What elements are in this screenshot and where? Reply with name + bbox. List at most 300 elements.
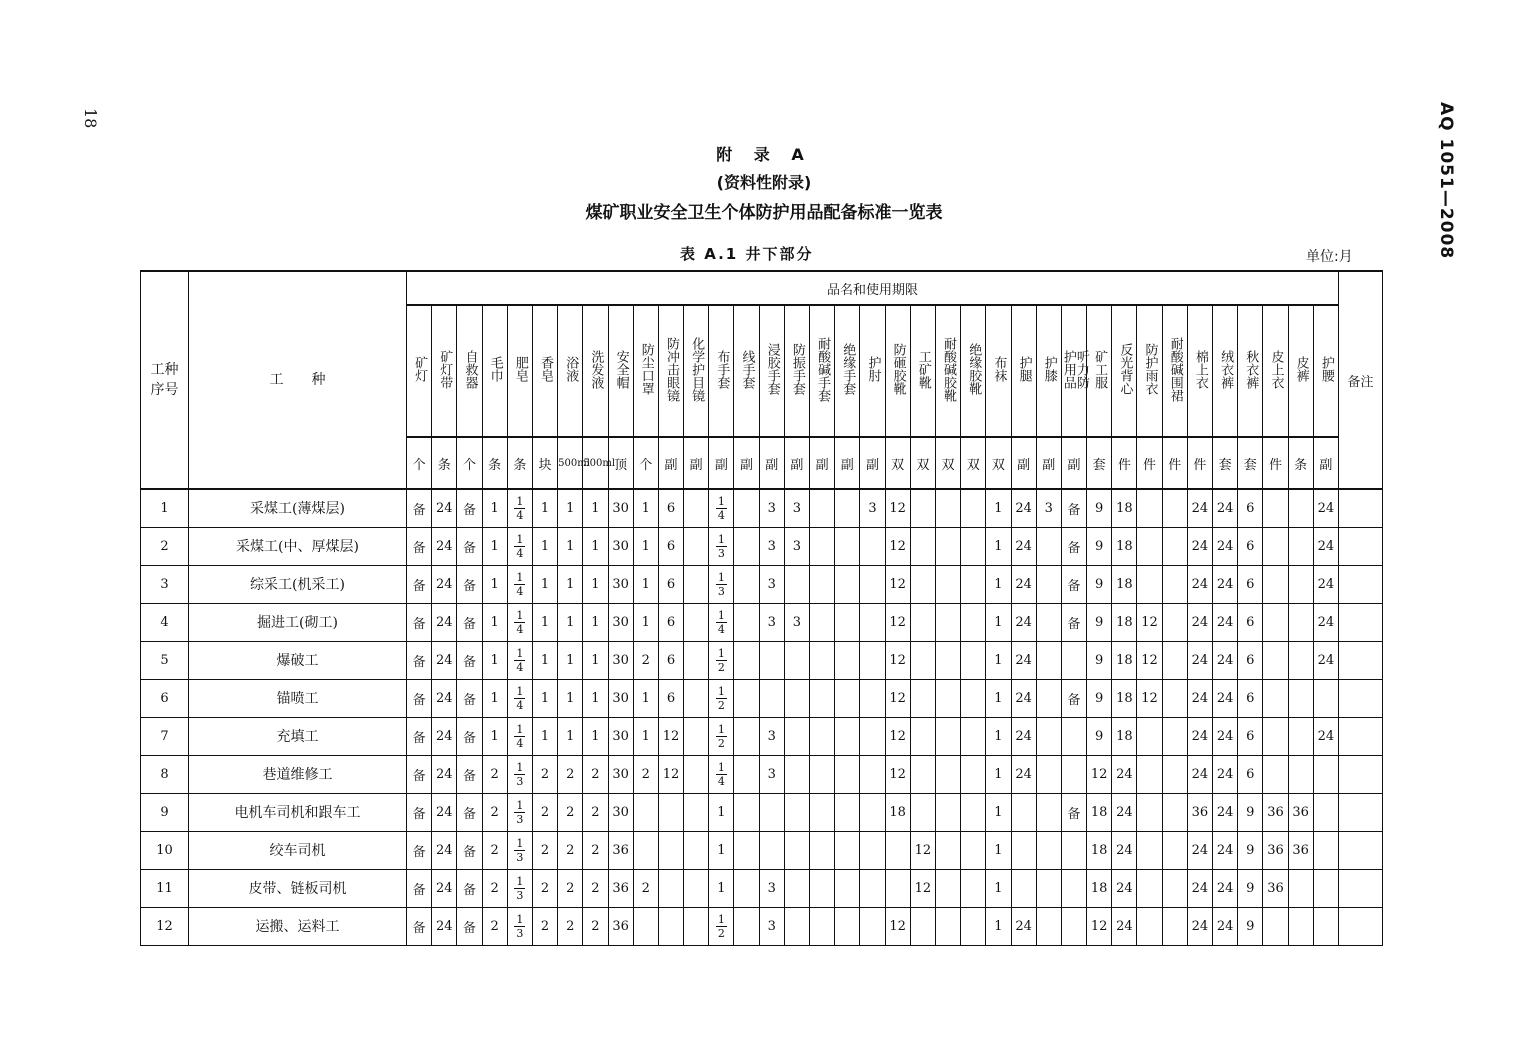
row-cell: 24 [1187,869,1212,907]
row-cell [1263,489,1288,527]
row-cell: 1 [633,679,658,717]
row-cell: 12 [885,907,910,945]
row-cell [910,679,935,717]
row-cell: 6 [658,679,683,717]
row-cell [835,717,860,755]
header-item [608,305,633,437]
header-item [860,305,885,437]
row-number: 7 [141,717,189,755]
row-cell: 1 [709,793,734,831]
row-cell [860,679,885,717]
row-cell: 2 [583,755,608,793]
fraction: $\frac{1}{4}$ [516,685,524,712]
fraction: $\frac{1}{4}$ [516,533,524,560]
header-item [759,305,784,437]
header-item-unit: 件 [1263,437,1288,489]
row-cell: 24 [1187,641,1212,679]
row-cell: 1 [532,527,557,565]
row-cell: 12 [1137,603,1162,641]
header-item-name: 浴液 [563,356,579,382]
row-cell: 24 [1313,527,1338,565]
row-job: 锚喷工 [189,679,407,717]
row-cell: 备 [457,679,482,717]
row-cell: 12 [885,679,910,717]
header-item [1011,305,1036,437]
row-cell: 30 [608,717,633,755]
fraction: $\frac{1}{3}$ [516,799,524,826]
row-cell: 18 [1112,527,1137,565]
header-item-name: 绒衣裤 [1218,349,1234,389]
row-cell [784,907,809,945]
row-cell [1263,679,1288,717]
row-cell: 备 [407,679,432,717]
row-cell [1137,565,1162,603]
row-cell [759,831,784,869]
row-cell [1313,679,1338,717]
header-item [910,305,935,437]
row-cell: 2 [558,869,583,907]
row-cell: 2 [558,907,583,945]
row-cell: 1 [633,489,658,527]
row-cell: 2 [482,755,507,793]
row-cell: 24 [432,755,457,793]
header-item-unit: 件 [1162,437,1187,489]
row-cell: 2 [558,755,583,793]
row-cell: 备 [407,641,432,679]
row-cell [507,527,532,565]
row-cell: 24 [1213,831,1238,869]
row-cell [1339,755,1383,793]
row-cell: 24 [432,603,457,641]
row-cell [1061,907,1086,945]
header-item-name: 自救器 [462,349,478,389]
header-item-unit: 副 [759,437,784,489]
row-cell: 备 [457,527,482,565]
row-cell: 24 [432,793,457,831]
header-item-unit: 副 [658,437,683,489]
row-cell: 1 [583,679,608,717]
row-cell: 1 [558,641,583,679]
row-cell [810,793,835,831]
row-cell [1061,869,1086,907]
header-item-unit: 双 [910,437,935,489]
table-row [141,489,1383,527]
row-cell [961,641,986,679]
row-cell: 24 [432,527,457,565]
table-row [141,793,1383,831]
row-cell [810,755,835,793]
header-item-name: 护腿 [1016,356,1032,382]
row-cell: 备 [457,831,482,869]
row-cell [684,907,709,945]
row-cell [684,641,709,679]
row-cell: 2 [532,907,557,945]
table-row [141,527,1383,565]
header-item-unit: 副 [1036,437,1061,489]
row-cell [860,565,885,603]
row-cell [835,793,860,831]
fraction: $\frac{1}{3}$ [516,913,524,940]
header-item-name: 防尘口罩 [638,343,654,395]
row-job: 电机车司机和跟车工 [189,793,407,831]
row-cell: 6 [658,527,683,565]
row-cell [709,641,734,679]
row-cell: 24 [1112,793,1137,831]
row-cell: 36 [1263,831,1288,869]
header-item-name: 护腰 [1318,356,1334,382]
row-cell [1313,907,1338,945]
row-cell [1339,869,1383,907]
header-item-name: 香皂 [538,356,554,382]
table-row [141,679,1383,717]
header-item-name: 绝缘胶靴 [966,343,982,395]
row-cell: 1 [633,717,658,755]
row-cell [1263,603,1288,641]
header-item-unit: 个 [457,437,482,489]
row-cell: 6 [1238,527,1263,565]
header-item [885,305,910,437]
row-cell [935,755,960,793]
row-cell: 24 [1011,679,1036,717]
header-item-unit: 套 [1238,437,1263,489]
header-item-unit: 500ml [558,437,583,489]
header-item [1036,305,1061,437]
row-cell: 18 [1112,641,1137,679]
row-cell: 24 [1011,907,1036,945]
header-item [784,305,809,437]
header-item [407,305,432,437]
row-cell: 备 [1061,603,1086,641]
row-cell: 3 [759,755,784,793]
row-cell [784,717,809,755]
row-number: 8 [141,755,189,793]
row-cell: 1 [986,679,1011,717]
row-number: 11 [141,869,189,907]
header-item-name: 耐酸碱手套 [815,336,831,402]
row-cell: 备 [407,793,432,831]
row-cell [910,755,935,793]
row-cell [1339,527,1383,565]
row-cell: 24 [1213,907,1238,945]
header-item-unit: 条 [507,437,532,489]
row-cell [810,489,835,527]
row-cell [1137,907,1162,945]
row-cell [709,603,734,641]
row-cell [860,755,885,793]
row-cell [1313,831,1338,869]
row-cell: 24 [1313,641,1338,679]
row-number: 12 [141,907,189,945]
row-cell [860,717,885,755]
row-cell: 1 [482,679,507,717]
row-cell: 6 [1238,603,1263,641]
fraction: $\frac{1}{2}$ [717,913,725,940]
header-item-unit: 副 [709,437,734,489]
row-cell [759,793,784,831]
row-cell [1162,565,1187,603]
row-cell: 18 [1112,679,1137,717]
row-cell: 24 [432,641,457,679]
row-cell [860,907,885,945]
row-cell: 24 [1011,755,1036,793]
row-cell [1036,679,1061,717]
row-cell: 24 [1187,717,1212,755]
row-cell [1288,527,1313,565]
header-item [1238,305,1263,437]
header-item-name: 耐酸碱围裙 [1167,336,1183,402]
row-cell: 24 [1313,717,1338,755]
row-cell: 24 [1187,527,1212,565]
row-cell [1288,869,1313,907]
row-cell [507,565,532,603]
row-cell: 备 [457,869,482,907]
header-item-unit: 件 [1112,437,1137,489]
row-cell [835,907,860,945]
row-cell: 12 [885,565,910,603]
row-job: 爆破工 [189,641,407,679]
row-cell [709,679,734,717]
header-item-name: 洗发液 [588,349,604,389]
row-cell [935,869,960,907]
table-row [141,717,1383,755]
row-cell: 备 [407,603,432,641]
row-number: 1 [141,489,189,527]
row-cell [885,869,910,907]
row-cell: 1 [583,603,608,641]
row-cell: 18 [1087,869,1112,907]
row-cell: 2 [558,793,583,831]
row-cell: 1 [482,489,507,527]
header-item-name: 秋衣裤 [1243,349,1259,389]
row-cell: 6 [1238,755,1263,793]
row-cell [1162,831,1187,869]
row-cell [1263,717,1288,755]
header-item-name: 绝缘手套 [840,343,856,395]
row-cell: 1 [709,869,734,907]
header-item-unit: 副 [810,437,835,489]
row-cell: 12 [885,641,910,679]
row-cell: 2 [482,907,507,945]
row-cell [507,755,532,793]
row-cell: 1 [583,527,608,565]
row-cell [507,793,532,831]
header-item [1162,305,1187,437]
header-item-unit: 副 [860,437,885,489]
row-cell: 1 [482,641,507,679]
header-item-unit: 副 [734,437,759,489]
row-cell: 1 [986,869,1011,907]
header-item [658,305,683,437]
header-item [810,305,835,437]
row-cell [935,641,960,679]
row-cell: 9 [1087,641,1112,679]
row-cell: 1 [558,565,583,603]
table-caption: 表 A.1 井下部分 [680,245,814,263]
row-cell [1036,869,1061,907]
row-cell [1061,755,1086,793]
table-row [141,565,1383,603]
row-cell: 1 [558,679,583,717]
row-cell: 6 [658,603,683,641]
row-cell [1162,641,1187,679]
row-cell: 12 [1087,755,1112,793]
row-cell: 24 [432,907,457,945]
row-cell [1263,755,1288,793]
row-cell [835,869,860,907]
row-cell: 备 [1061,527,1086,565]
row-cell [784,565,809,603]
fraction: $\frac{1}{4}$ [717,761,725,788]
fraction: $\frac{1}{3}$ [516,875,524,902]
row-cell [784,755,809,793]
row-cell [1162,793,1187,831]
table-row [141,641,1383,679]
row-cell [507,641,532,679]
row-cell [860,527,885,565]
row-job: 运搬、运料工 [189,907,407,945]
header-item-unit: 双 [986,437,1011,489]
row-cell: 24 [1011,489,1036,527]
header-item [835,305,860,437]
row-cell [1137,527,1162,565]
row-cell: 备 [1061,679,1086,717]
header-item-name: 皮上衣 [1268,349,1284,389]
row-cell [935,565,960,603]
header-item [1137,305,1162,437]
row-cell [835,565,860,603]
row-cell [1162,489,1187,527]
row-cell [1061,831,1086,869]
row-cell: 1 [986,565,1011,603]
row-cell: 备 [457,717,482,755]
row-cell [810,527,835,565]
row-cell: 1 [633,565,658,603]
row-cell [759,641,784,679]
header-item-name: 肥皂 [512,356,528,382]
row-cell: 1 [558,603,583,641]
document-code: AQ 1051—2008 [1436,102,1456,260]
row-cell [961,603,986,641]
row-cell: 30 [608,641,633,679]
row-cell: 30 [608,603,633,641]
row-cell [1339,489,1383,527]
row-cell: 36 [1187,793,1212,831]
row-cell [1263,907,1288,945]
header-item-name: 浸胶手套 [764,343,780,395]
row-cell [910,641,935,679]
header-item [1060,305,1089,437]
row-job: 绞车司机 [189,831,407,869]
row-cell [1339,603,1383,641]
row-cell: 3 [759,603,784,641]
row-cell [1288,489,1313,527]
row-cell [1162,907,1187,945]
row-cell [1036,717,1061,755]
row-cell [1011,869,1036,907]
row-cell: 备 [457,489,482,527]
row-cell: 备 [457,755,482,793]
row-cell: 24 [1187,755,1212,793]
row-cell: 12 [658,717,683,755]
row-cell [658,793,683,831]
row-cell: 36 [608,907,633,945]
document-title: 煤矿职业安全卫生个体防护用品配备标准一览表 [585,203,943,223]
row-cell [1036,565,1061,603]
row-cell: 备 [407,907,432,945]
header-item [986,305,1011,437]
row-cell: 3 [860,489,885,527]
row-cell: 24 [1213,527,1238,565]
header-item-name: 耐酸碱胶靴 [941,336,957,402]
row-cell: 12 [885,603,910,641]
row-cell: 12 [885,717,910,755]
header-item-unit: 副 [684,437,709,489]
header-item-name: 防护雨衣 [1142,343,1158,395]
header-item-name: 布手套 [714,349,730,389]
row-cell: 备 [1061,565,1086,603]
row-cell [935,679,960,717]
row-job: 采煤工(中、厚煤层) [189,527,407,565]
header-item [935,305,960,437]
row-cell: 2 [633,641,658,679]
row-cell: 3 [759,907,784,945]
row-cell [1036,641,1061,679]
row-cell: 24 [432,831,457,869]
row-cell [835,679,860,717]
row-cell: 24 [1112,831,1137,869]
row-cell [1137,869,1162,907]
row-cell: 1 [558,489,583,527]
row-cell [935,603,960,641]
row-cell [1313,755,1338,793]
fraction: $\frac{1}{3}$ [516,761,524,788]
row-cell [507,831,532,869]
row-cell: 1 [986,527,1011,565]
header-item-unit: 块 [532,437,557,489]
row-cell: 1 [583,641,608,679]
row-cell: 12 [1087,907,1112,945]
row-cell: 9 [1238,831,1263,869]
row-cell [835,641,860,679]
table-row [141,831,1383,869]
row-cell: 24 [1011,717,1036,755]
row-cell [835,527,860,565]
row-cell: 备 [407,869,432,907]
row-cell [1339,641,1383,679]
header-item-name: 工矿靴 [915,349,931,389]
row-cell [784,793,809,831]
row-cell [835,603,860,641]
row-cell: 3 [759,565,784,603]
row-cell [935,831,960,869]
row-cell [1061,641,1086,679]
row-cell: 18 [1112,603,1137,641]
row-cell [709,907,734,945]
row-cell [810,565,835,603]
row-cell [860,603,885,641]
row-cell [1288,755,1313,793]
row-cell [835,831,860,869]
header-item-name: 听力防 护用品 [1060,349,1089,389]
header-item-name: 皮裤 [1293,356,1309,382]
row-cell [961,489,986,527]
row-cell: 1 [986,641,1011,679]
header-item-name: 矿灯 [412,356,428,382]
row-cell [684,603,709,641]
row-cell: 30 [608,527,633,565]
row-cell: 1 [986,755,1011,793]
row-cell: 24 [1213,603,1238,641]
